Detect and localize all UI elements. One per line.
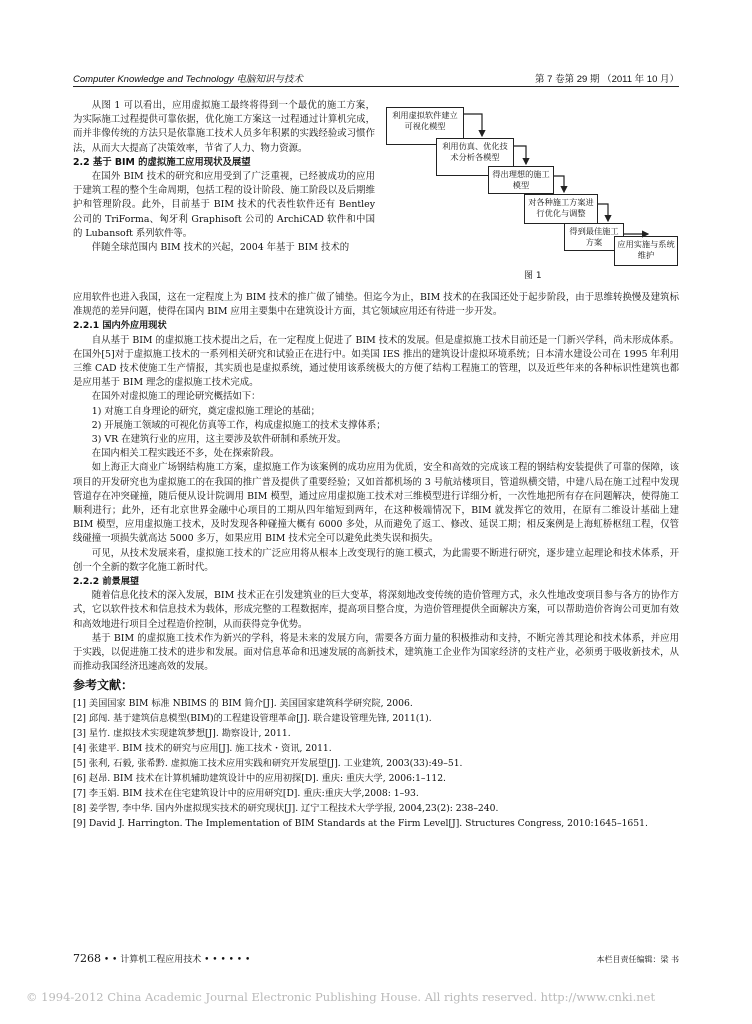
left-column bbox=[73, 99, 375, 255]
references-heading: 参考文献： bbox=[73, 678, 134, 693]
header-journal-title: Computer Knowledge and Technology 电脑知识与技术 bbox=[73, 74, 303, 85]
section-heading-2-2-1: 2.2.1 国内外应用现状 bbox=[73, 320, 167, 332]
flow-box-5: 得到最佳施工方案 bbox=[564, 223, 624, 251]
figure-caption: 图 1 bbox=[524, 271, 542, 281]
footer-editor: 本栏目责任编辑：梁 书 bbox=[596, 955, 679, 964]
list-item: 3) VR 在建筑行业的应用，这主要涉及软件研制和系统开发。 bbox=[91, 434, 347, 446]
paragraph: 基于 BIM 的虚拟施工技术作为新兴的学科，将是未来的发展方向，需要各方面力量的积极推动和支持，不断完善其理论和技术体系，并应用于实践，以促进施工技术的进步和发展。面对信息革命和迅速发展的高新技术，建筑施工企业作为国家经济的支柱产业，必须勇于吸收新技术，从而推动我国经济迅速高效的发展。 bbox=[73, 632, 679, 673]
flow-box-6: 应用实施与系统维护 bbox=[614, 236, 678, 266]
reference-item: [2] 邱闯. 基于建筑信息模型(BIM)的工程建设管理革命[J]. 联合建设管理先锋, 2011(1). bbox=[73, 712, 432, 724]
paragraph: 伴随全球范围内 BIM 技术的兴起，2004 年基于 BIM 技术的 bbox=[91, 242, 350, 254]
flow-box-1: 利用虚拟软件建立可视化模型 bbox=[386, 107, 464, 145]
header-rule bbox=[73, 86, 679, 87]
reference-item: [9] David J. Harrington. The Implementation of BIM Standards at the Firm Level[J]. Structures Congress, 2010:1645–1651. bbox=[73, 817, 648, 829]
paragraph: 随着信息化技术的深入发展，BIM 技术正在引发建筑业的巨大变革，将深刻地改变传统的造价管理方式，永久性地改变项目参与各方的协作方式，它以软件技术和信息技术为载体，形成完整的工程数据库，提高项目整合度，为造价管理提供全面解决方案，可以帮助造价咨询公司更加有效和高效地进行项目全过程造价控制，从而获得竞争优势。 bbox=[73, 590, 679, 630]
copyright-watermark: © 1994-2012 China Academic Journal Electronic Publishing House. All rights reserved. http://www.cnki.net bbox=[26, 990, 656, 1004]
page-footer bbox=[73, 952, 679, 966]
footer-journal: 计算机工程应用技术 bbox=[120, 955, 202, 965]
paragraph: 从图 1 可以看出，应用虚拟施工最终将得到一个最优的施工方案，为实际施工过程提供可靠依据，优化施工方案这一过程通过计算机完成，而并非像传统的方法只是依靠施工技术人员多年积累的实践经验或习惯作法，从而大大提高了决策效率，节省了人力、物力资源。 bbox=[73, 100, 375, 154]
paragraph: 在国外对虚拟施工的理论研究概括如下： bbox=[91, 391, 261, 403]
main-body bbox=[73, 291, 679, 831]
header-issue-info: 第 7 卷第 29 期 （2011 年 10 月） bbox=[535, 74, 679, 85]
page-number: 7268 bbox=[73, 952, 101, 965]
reference-item: [4] 张建平. BIM 技术的研究与应用[J]. 施工技术・资讯, 2011. bbox=[73, 742, 332, 754]
paragraph: 自从基于 BIM 的虚拟施工技术提出之后，在一定程度上促进了 BIM 技术的发展。但是虚拟施工技术目前还是一门新兴学科，尚未形成体系。在国外[5]对于虚拟施工技术的一系列相关研究和试验正在进行中。如美国 IES 推出的建筑设计虚拟环境系统；日本清水建设公司在 1995 年利用三维 CAD 技术使施工生产情报，其实质也是虚拟系统，通过使用该系统极大的方便了结构工程施工的管理，以及近些年来的各种标识性建筑也都是应用基于 BIM 理念的虚拟施工技术完成。 bbox=[73, 334, 679, 389]
figure-1-flowchart bbox=[386, 100, 682, 280]
reference-item: [5] 张利, 石毅, 张希黔. 虚拟施工技术应用实践和研究开发展望[J]. 工业建筑, 2003(33):49–51. bbox=[73, 757, 463, 769]
flow-box-2: 利用仿真、优化技术分析各模型 bbox=[436, 138, 514, 176]
section-heading-2-2-2: 2.2.2 前景展望 bbox=[73, 576, 140, 588]
paragraph: 在国外 BIM 技术的研究和应用受到了广泛重视，已经被成功的应用于建筑工程的整个生命周期，包括工程的设计阶段、施工阶段以及后期维护和管理阶段。此外，目前基于 BIM 技术的代表性软件还有 Bentley 公司的 TriForma、匈牙利 Graphisoft 公司的 ArchiCAD 软件和中国的 Lubansoft 系列软件等。 bbox=[73, 171, 375, 239]
footer-left bbox=[73, 952, 250, 965]
running-header bbox=[73, 71, 679, 85]
reference-item: [6] 赵昂. BIM 技术在计算机辅助建筑设计中的应用初探[D]. 重庆: 重庆大学, 2006:1–112. bbox=[73, 772, 446, 784]
list-item: 1) 对施工自身理论的研究，奠定虚拟施工理论的基础； bbox=[91, 405, 321, 417]
references-list bbox=[73, 696, 679, 831]
reference-item: [8] 姜学智, 李中华. 国内外虚拟现实技术的研究现状[J]. 辽宁工程技术大学学报, 2004,23(2): 238–240. bbox=[73, 802, 499, 814]
flow-arrows bbox=[386, 100, 682, 280]
footer-dots: • • • • • • bbox=[204, 955, 251, 965]
paragraph: 在国内相关工程实践还不多，处在探索阶段。 bbox=[91, 448, 280, 460]
paragraph: 应用软件也进入我国，这在一定程度上为 BIM 技术的推广做了铺垫。但迄今为止，BIM 技术的在我国还处于起步阶段，由于思维转换慢及建筑标准规范的差异问题，使得在国内 BIM 应用主要集中在建筑设计方面，其它领域应用还有待进一步开发。 bbox=[73, 292, 679, 318]
reference-item: [1] 美国国家 BIM 标准 NBIMS 的 BIM 简介[J]. 美国国家建筑科学研究院, 2006. bbox=[73, 697, 413, 709]
flow-box-4: 对各种施工方案进行优化与调整 bbox=[524, 194, 598, 224]
reference-item: [7] 李玉娟. BIM 技术在住宅建筑设计中的应用研究[D]. 重庆:重庆大学,2008: 1–93. bbox=[73, 787, 419, 799]
paragraph: 可见，从技术发展来看，虚拟施工技术的广泛应用将从根本上改变现行的施工模式，为此需要不断进行研究，逐步建立起理论和技术体系，开创一个全新的数字化施工新时代。 bbox=[73, 547, 679, 573]
section-heading-2-2: 2.2 基于 BIM 的虚拟施工应用现状及展望 bbox=[73, 156, 251, 168]
reference-item: [3] 星竹. 虚拟技术实现建筑梦想[J]. 勘察设计, 2011. bbox=[73, 727, 291, 739]
list-item: 2) 开展施工领域的可视化仿真等工作，构成虚拟施工的技术支撑体系； bbox=[91, 419, 386, 431]
flow-box-3: 得出理想的施工模型 bbox=[488, 166, 554, 194]
paragraph: 如上海正大商业广场钢结构施工方案，虚拟施工作为该案例的成功应用为优质，安全和高效的完成该工程的钢结构安装提供了可靠的保障，该项目的开发研究也为虚拟施工的在我国的推广普及提供了重要经验；又如首都机场的 3 号航站楼项目，管道纵横交错，中建八局在施工过程中发现管道存在冲突碰撞，随后便从设计院调用 BIM 模型，通过应用虚拟施工技术对三维模型进行详细分析，一次性地把所有存在问题解决，使得施工顺利进行；此外，还有北京世界金融中心项目的工期从四年缩短到两年，在这种极端情况下，BIM 就发挥它的效用，在原有二维设计基础上建 BIM 模型，应用虚拟施工技术，及时发现各种碰撞大概有 6000 多处，从而避免了返工、修改、延误工期；相反案例是上海虹桥枢纽工程，仅管线碰撞一项损失就高达 5000 多万，如果应用 BIM 技术完全可以避免此类失误和损失。 bbox=[73, 462, 679, 545]
footer-dots: • • bbox=[103, 955, 118, 965]
